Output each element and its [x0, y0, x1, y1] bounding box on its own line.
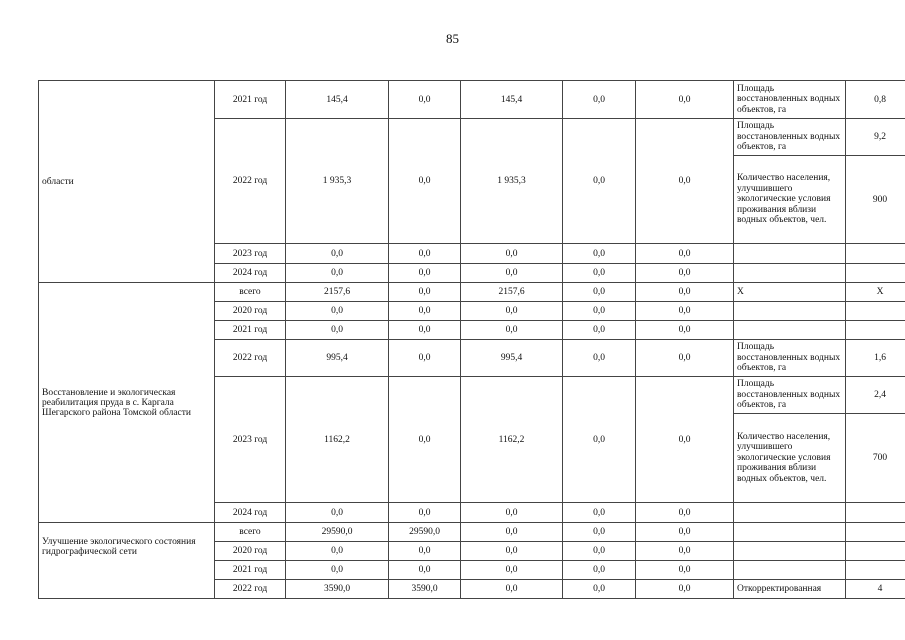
group-title-cell: Восстановление и экологическая реабилитация пруда в с. Каргала Шегарского района Томской области: [39, 283, 215, 523]
total-cell: 0,0: [286, 321, 389, 340]
regional-cell: 0,0: [461, 264, 563, 283]
total-cell: 0,0: [286, 302, 389, 321]
federal-cell: 0,0: [389, 264, 461, 283]
indicator-value-cell: 4: [846, 580, 905, 599]
indicator-value-cell: Х: [846, 283, 905, 302]
federal-cell: 0,0: [389, 321, 461, 340]
local-cell: 0,0: [563, 302, 636, 321]
other-cell: 0,0: [636, 283, 734, 302]
indicator-name-cell: Площадь восстановленных водных объектов, га: [734, 340, 846, 377]
year-cell: 2021 год: [215, 81, 286, 119]
indicator-name-cell: [734, 542, 846, 561]
federal-cell: 0,0: [389, 542, 461, 561]
indicator-name-cell: Х: [734, 283, 846, 302]
indicator-value-cell: [846, 523, 905, 542]
regional-cell: 0,0: [461, 244, 563, 264]
regional-cell: 1162,2: [461, 377, 563, 503]
other-cell: 0,0: [636, 340, 734, 377]
federal-cell: 0,0: [389, 244, 461, 264]
other-cell: 0,0: [636, 321, 734, 340]
indicator-value-cell: [846, 321, 905, 340]
total-cell: 145,4: [286, 81, 389, 119]
indicator-value-cell: [846, 244, 905, 264]
indicator-name-cell: [734, 244, 846, 264]
indicator-name-cell: Откорректированная: [734, 580, 846, 599]
year-cell: 2022 год: [215, 580, 286, 599]
year-cell: 2024 год: [215, 503, 286, 523]
federal-cell: 0,0: [389, 377, 461, 503]
federal-cell: 0,0: [389, 503, 461, 523]
regional-cell: 0,0: [461, 542, 563, 561]
federal-cell: 0,0: [389, 283, 461, 302]
indicator-value-cell: 700: [846, 414, 905, 503]
federal-cell: 29590,0: [389, 523, 461, 542]
local-cell: 0,0: [563, 503, 636, 523]
indicator-name-cell: Площадь восстановленных водных объектов, га: [734, 377, 846, 414]
indicator-name-cell: Количество населения, улучшившего экологические условия проживания вблизи водных объектов, чел.: [734, 414, 846, 503]
regional-cell: 0,0: [461, 523, 563, 542]
federal-cell: 0,0: [389, 81, 461, 119]
local-cell: 0,0: [563, 542, 636, 561]
total-cell: 1162,2: [286, 377, 389, 503]
year-cell: всего: [215, 283, 286, 302]
indicator-value-cell: [846, 302, 905, 321]
total-cell: 0,0: [286, 561, 389, 580]
local-cell: 0,0: [563, 119, 636, 244]
other-cell: 0,0: [636, 264, 734, 283]
indicator-name-cell: [734, 561, 846, 580]
local-cell: 0,0: [563, 244, 636, 264]
regional-cell: 1 935,3: [461, 119, 563, 244]
year-cell: 2021 год: [215, 321, 286, 340]
local-cell: 0,0: [563, 264, 636, 283]
indicator-value-cell: [846, 542, 905, 561]
federal-cell: 0,0: [389, 302, 461, 321]
regional-cell: 0,0: [461, 321, 563, 340]
total-cell: 0,0: [286, 244, 389, 264]
table-row: [39, 283, 905, 302]
indicator-value-cell: 9,2: [846, 119, 905, 156]
federal-cell: 0,0: [389, 119, 461, 244]
year-cell: 2020 год: [215, 542, 286, 561]
other-cell: 0,0: [636, 244, 734, 264]
table-row: [39, 81, 905, 119]
indicator-name-cell: [734, 321, 846, 340]
indicator-value-cell: 0,8: [846, 81, 905, 119]
total-cell: 3590,0: [286, 580, 389, 599]
local-cell: 0,0: [563, 377, 636, 503]
local-cell: 0,0: [563, 523, 636, 542]
total-cell: 995,4: [286, 340, 389, 377]
other-cell: 0,0: [636, 503, 734, 523]
regional-cell: 2157,6: [461, 283, 563, 302]
table-row: [39, 523, 905, 542]
local-cell: 0,0: [563, 580, 636, 599]
indicator-name-cell: [734, 302, 846, 321]
regional-cell: 0,0: [461, 580, 563, 599]
total-cell: 2157,6: [286, 283, 389, 302]
other-cell: 0,0: [636, 580, 734, 599]
local-cell: 0,0: [563, 81, 636, 119]
regional-cell: 0,0: [461, 503, 563, 523]
total-cell: 29590,0: [286, 523, 389, 542]
other-cell: 0,0: [636, 302, 734, 321]
year-cell: 2022 год: [215, 340, 286, 377]
federal-cell: 0,0: [389, 340, 461, 377]
indicator-value-cell: 2,4: [846, 377, 905, 414]
federal-cell: 3590,0: [389, 580, 461, 599]
year-cell: 2021 год: [215, 561, 286, 580]
year-cell: 2023 год: [215, 377, 286, 503]
program-table: [38, 80, 905, 599]
indicator-value-cell: 900: [846, 156, 905, 244]
year-cell: всего: [215, 523, 286, 542]
local-cell: 0,0: [563, 283, 636, 302]
regional-cell: 0,0: [461, 302, 563, 321]
other-cell: 0,0: [636, 81, 734, 119]
indicator-name-cell: [734, 503, 846, 523]
total-cell: 0,0: [286, 542, 389, 561]
local-cell: 0,0: [563, 321, 636, 340]
group-title-cell: области: [39, 81, 215, 283]
indicator-name-cell: Площадь восстановленных водных объектов, га: [734, 81, 846, 119]
regional-cell: 145,4: [461, 81, 563, 119]
other-cell: 0,0: [636, 542, 734, 561]
indicator-value-cell: [846, 503, 905, 523]
indicator-value-cell: 1,6: [846, 340, 905, 377]
group-title-cell: Улучшение экологического состояния гидрографической сети: [39, 523, 215, 599]
year-cell: 2022 год: [215, 119, 286, 244]
local-cell: 0,0: [563, 561, 636, 580]
total-cell: 0,0: [286, 503, 389, 523]
indicator-value-cell: [846, 561, 905, 580]
indicator-name-cell: Площадь восстановленных водных объектов, га: [734, 119, 846, 156]
other-cell: 0,0: [636, 119, 734, 244]
other-cell: 0,0: [636, 561, 734, 580]
regional-cell: 995,4: [461, 340, 563, 377]
indicator-name-cell: [734, 264, 846, 283]
indicator-name-cell: Количество населения, улучшившего экологические условия проживания вблизи водных объектов, чел.: [734, 156, 846, 244]
total-cell: 1 935,3: [286, 119, 389, 244]
other-cell: 0,0: [636, 523, 734, 542]
year-cell: 2020 год: [215, 302, 286, 321]
federal-cell: 0,0: [389, 561, 461, 580]
other-cell: 0,0: [636, 377, 734, 503]
table-body: [39, 81, 905, 599]
local-cell: 0,0: [563, 340, 636, 377]
indicator-value-cell: [846, 264, 905, 283]
year-cell: 2023 год: [215, 244, 286, 264]
page-number: 85: [446, 31, 459, 46]
year-cell: 2024 год: [215, 264, 286, 283]
total-cell: 0,0: [286, 264, 389, 283]
regional-cell: 0,0: [461, 561, 563, 580]
indicator-name-cell: [734, 523, 846, 542]
